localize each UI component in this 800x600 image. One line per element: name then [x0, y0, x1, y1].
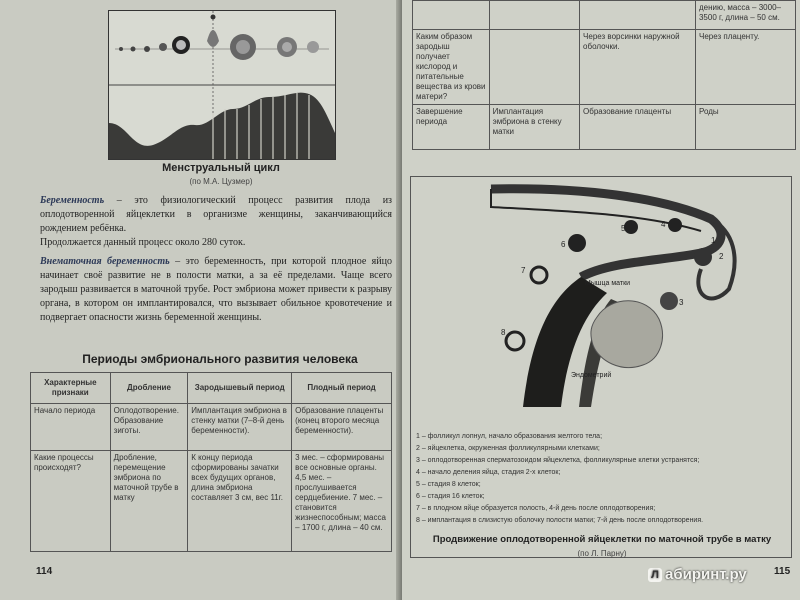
legend-item: 4 – начало деления яйца, стадия 2-х клеток;: [416, 469, 561, 476]
figure-label: 8: [501, 328, 506, 337]
pregnancy-text: – это физиологический процесс развития плода из оплодотворенной яйцеклетки в организме женщины, заканчивающийся рождением ребёнка.: [40, 195, 392, 234]
table-header: Зародышевый период: [188, 373, 292, 404]
stage-5-cell: [624, 220, 638, 234]
stage-3-cell: [660, 292, 678, 310]
ectopic-definition: [40, 255, 392, 325]
table-row: [413, 105, 796, 150]
table-cell: Имплантация эмбриона в стенку матки (7–8-й день беременности).: [188, 404, 292, 451]
stage-8-cell: [506, 332, 524, 350]
legend-item: 3 – оплодотворенная сперматозоидом яйцеклетка, фолликулярные клетки устранятся;: [416, 457, 700, 464]
menstrual-cycle-figure: [108, 10, 336, 160]
table-cell: [580, 1, 696, 30]
table-cell: Каким образом зародыш получает кислород и питательные вещества из крови матери?: [413, 30, 490, 105]
stage-4-cell: [668, 218, 682, 232]
watermark-text: абиринт.ру: [665, 566, 747, 583]
figure-label: 6: [561, 240, 566, 249]
table-cell: Дробление, перемещение эмбриона по маточной трубе в матку: [110, 451, 188, 552]
table-cell: Образование плаценты (конец второго месяца беременности).: [292, 404, 392, 451]
pregnancy-definition: [40, 194, 392, 236]
legend-item: 2 – яйцеклетка, окруженная фолликулярными клетками;: [416, 445, 600, 452]
table-cell: Имплантация эмбриона в стенку матки: [489, 105, 579, 150]
page-number-right: 115: [774, 566, 791, 577]
fallopian-tube-illustration: [411, 177, 791, 417]
legend-item: 8 – имплантация в слизистую оболочку полости матки; 7-й день после оплодотворения.: [416, 517, 704, 524]
legend-item: 7 – в плодном яйце образуется полость, 4-й день после оплодотворения;: [416, 505, 656, 512]
embryo-periods-table-title: Периоды эмбрионального развития человека: [82, 352, 358, 366]
table-cell: К концу периода сформированы зачатки всех будущих органов, длина эмбриона составляет 3 см, вес 11г.: [188, 451, 292, 552]
page-number-left: 114: [36, 566, 53, 577]
table-header-row: [31, 373, 392, 404]
figure-label: 5: [621, 224, 626, 233]
table-row: [31, 404, 392, 451]
table-cell: [489, 1, 579, 30]
table-row: [413, 1, 796, 30]
figure-label: 3: [679, 298, 684, 307]
figure-label: 2: [719, 252, 724, 261]
table-cell: Образование плаценты: [580, 105, 696, 150]
table-header: Плодный период: [292, 373, 392, 404]
table-cell: [489, 30, 579, 105]
table-cell: Через плаценту.: [695, 30, 795, 105]
menstrual-cycle-illustration: [109, 11, 335, 159]
legend-item: 1 – фолликул лопнул, начало образования желтого тела;: [416, 433, 603, 440]
table-cell: Завершение периода: [413, 105, 490, 150]
stage-2-cell: [694, 248, 712, 266]
table-cell: [413, 1, 490, 30]
legend-item: 6 – стадия 16 клеток;: [416, 493, 485, 500]
table-cell: Через ворсинки наружной оболочки.: [580, 30, 696, 105]
figure-label: 7: [521, 266, 526, 275]
stage-7-cell: [531, 267, 547, 283]
right-page: [402, 0, 800, 600]
pregnancy-duration: Продолжается данный процесс около 280 суток.: [40, 237, 246, 248]
table-header: Характерные признаки: [31, 373, 111, 404]
figure-label: 1: [711, 236, 716, 245]
menstrual-cycle-caption: Менструальный цикл: [162, 162, 280, 174]
menstrual-cycle-caption-source: (по М.А. Цузмер): [189, 177, 253, 186]
table-header: Дробление: [110, 373, 188, 404]
fertilization-caption: Продвижение оплодотворенной яйцеклетки по маточной трубе в матку: [432, 534, 772, 545]
table-cell: Роды: [695, 105, 795, 150]
table-cell: 3 мес. – сформированы все основные органы. 4,5 мес. – прослушивается сердцебиение. 7 мес. – становится жизнеспособным; масса – 1700 г, длина – 40 см.: [292, 451, 392, 552]
legend-item: 5 – стадия 8 клеток;: [416, 481, 481, 488]
table-cell: Оплодотворение. Образование зиготы.: [110, 404, 188, 451]
table-cell: дению, масса – 3000–3500 г, длина – 50 см.: [695, 1, 795, 30]
table-cell: Какие процессы происходят?: [31, 451, 111, 552]
embryo-periods-table-continued: [412, 0, 796, 150]
fertilization-caption-source: (по Л. Парну): [577, 549, 627, 558]
table-row: [31, 451, 392, 552]
ectopic-text: – это беременность, при которой плодное яйцо начинает своё развитие не в полости матки, а за её пределами. Чаще всего зародыш развивается в маточной трубе. Рост эмбриона может привести к разрыву органа, в котором он имплантировался, что вызывает обильное кровотечение и подвергает опасности жизнь беременной женщины.: [40, 256, 392, 323]
table-row: [413, 30, 796, 105]
muscle-label: Мышца матки: [585, 280, 631, 287]
stage-6-cell: [568, 234, 586, 252]
table-cell: Начало периода: [31, 404, 111, 451]
watermark: [648, 566, 747, 583]
endometrium-label: Эндометрий: [571, 372, 612, 379]
labirint-logo-icon: Л: [648, 568, 662, 582]
embryo-periods-table: [30, 372, 392, 552]
figure-label: 4: [661, 220, 666, 229]
ectopic-term: Внематочная беременность: [40, 256, 170, 267]
pregnancy-term: Беременность: [40, 195, 105, 206]
